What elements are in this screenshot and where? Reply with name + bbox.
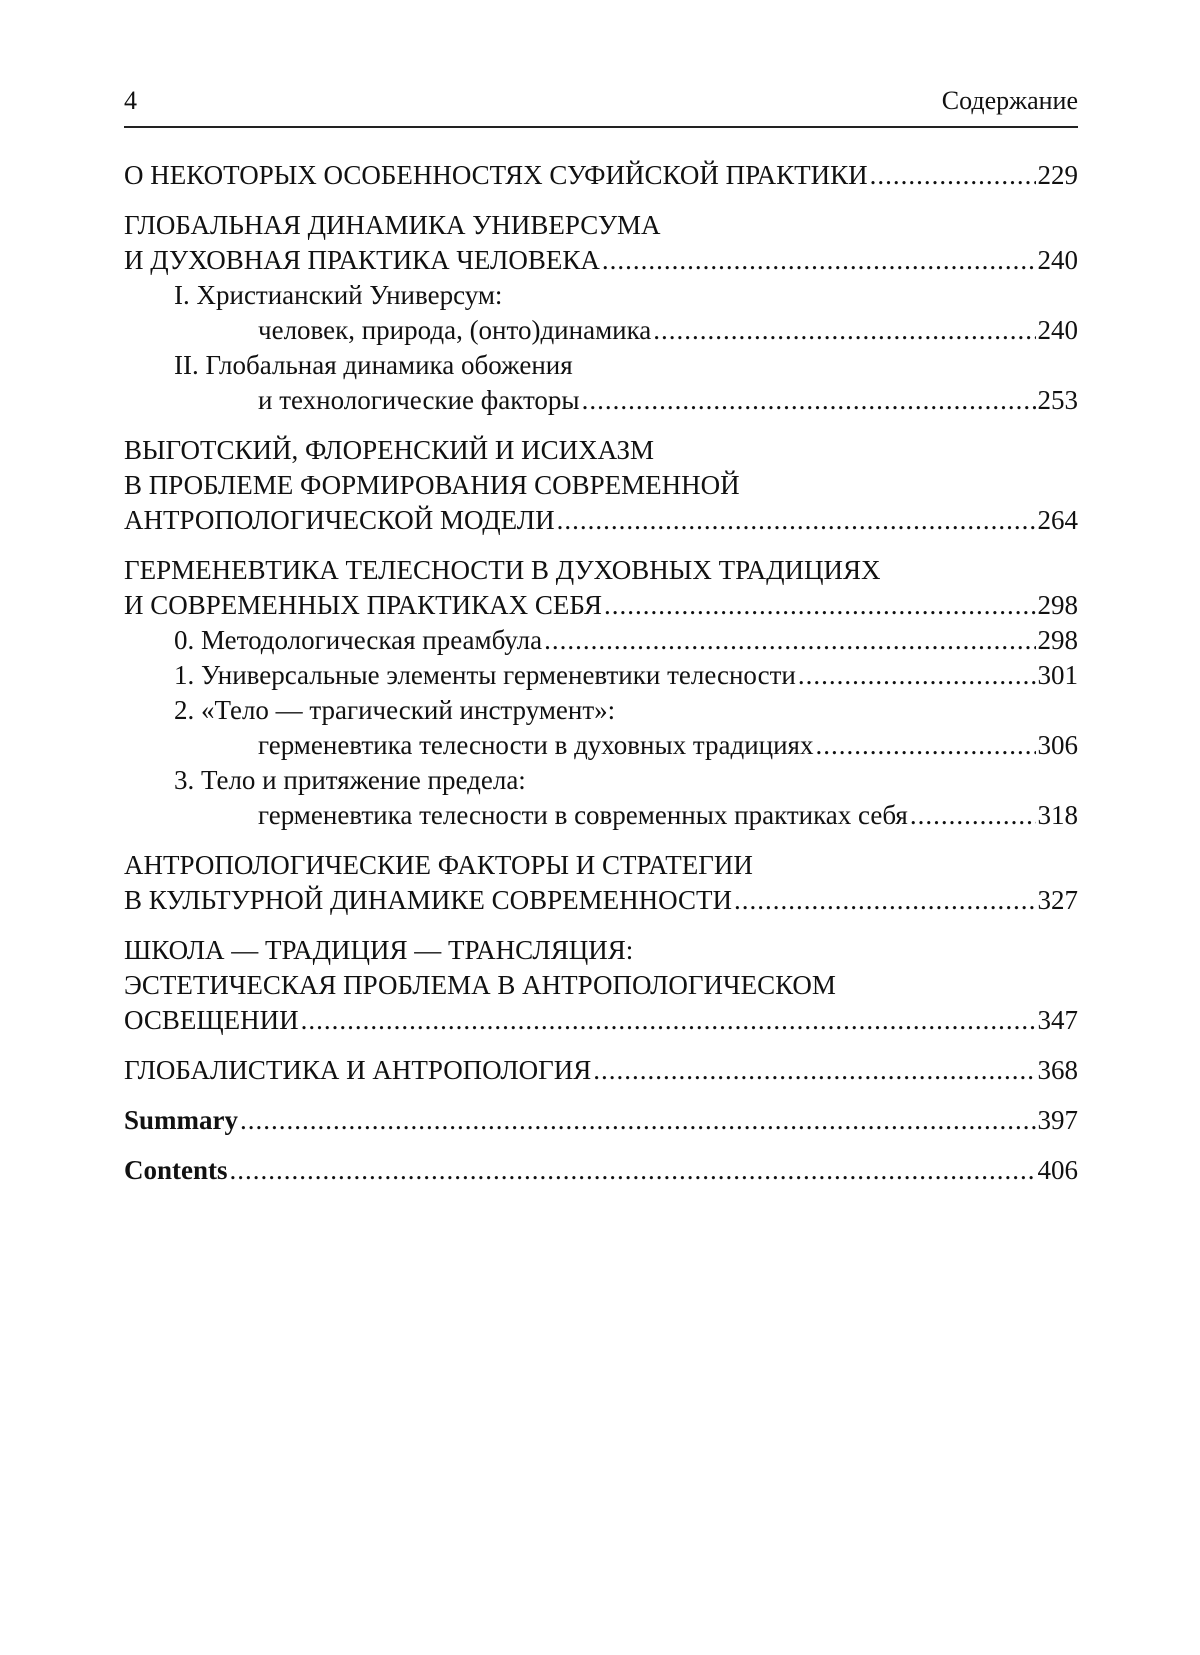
toc-entry-global-dynamics — [124, 208, 1078, 418]
dot-leader — [582, 383, 1036, 418]
toc-entry-contents — [124, 1153, 1078, 1188]
toc-page-number: 406 — [1037, 1155, 1078, 1185]
toc-entry-title: ГЛОБАЛЬНАЯ ДИНАМИКА УНИВЕРСУМА — [124, 210, 661, 240]
toc-entry-line — [124, 243, 1078, 278]
toc-subentry-title: 1. Универсальные элементы герменевтики телесности — [174, 660, 796, 690]
toc-page-number: 264 — [1037, 505, 1078, 535]
toc-entry-school-tradition — [124, 933, 1078, 1038]
running-title: Содержание — [941, 86, 1078, 115]
toc-entry-line — [124, 1103, 1078, 1138]
toc-entry-anthropological-factors — [124, 848, 1078, 918]
toc-page-number: 253 — [1037, 385, 1078, 415]
toc-entry-title: Summary — [124, 1105, 238, 1135]
toc-page-number: 298 — [1037, 590, 1078, 620]
dot-leader — [301, 1003, 1036, 1038]
table-of-contents — [124, 158, 1078, 1203]
dot-leader — [544, 623, 1035, 658]
toc-entry-title: АНТРОПОЛОГИЧЕСКИЕ ФАКТОРЫ И СТРАТЕГИИ — [124, 850, 753, 880]
toc-subentry-title: человек, природа, (онто)динамика — [258, 315, 652, 345]
dot-leader — [230, 1153, 1036, 1188]
toc-page-number: 347 — [1037, 1005, 1078, 1035]
toc-entry-title: И ДУХОВНАЯ ПРАКТИКА ЧЕЛОВЕКА — [124, 245, 600, 275]
dot-leader — [798, 658, 1036, 693]
dot-leader — [870, 158, 1036, 193]
toc-entry-title: В КУЛЬТУРНОЙ ДИНАМИКЕ СОВРЕМЕННОСТИ — [124, 885, 732, 915]
toc-page-number: 397 — [1037, 1105, 1078, 1135]
toc-subentry-title: II. Глобальная динамика обожения — [174, 350, 573, 380]
dot-leader — [815, 728, 1035, 763]
dot-leader — [602, 243, 1036, 278]
toc-page-number: 298 — [1037, 625, 1078, 655]
toc-entry-hermeneutics — [124, 553, 1078, 833]
toc-page-number: 240 — [1037, 315, 1078, 345]
toc-entry-line — [124, 588, 1078, 623]
toc-entry-title: В ПРОБЛЕМЕ ФОРМИРОВАНИЯ СОВРЕМЕННОЙ — [124, 470, 740, 500]
dot-leader — [653, 313, 1035, 348]
toc-entry-line — [124, 1003, 1078, 1038]
toc-subentry-line — [124, 658, 1078, 693]
dot-leader — [604, 588, 1036, 623]
toc-page-number: 229 — [1037, 160, 1078, 190]
toc-entry-vygotsky — [124, 433, 1078, 538]
toc-entry-line — [124, 883, 1078, 918]
toc-subentry-line — [124, 798, 1078, 833]
toc-subentry-title: герменевтика телесности в духовных традициях — [258, 730, 814, 760]
toc-page-number: 301 — [1037, 660, 1078, 690]
dot-leader — [593, 1053, 1035, 1088]
toc-subentry-line — [124, 623, 1078, 658]
toc-subentry-line — [124, 728, 1078, 763]
toc-subentry-title: I. Христианский Универсум: — [174, 280, 503, 310]
toc-entry-title: АНТРОПОЛОГИЧЕСКОЙ МОДЕЛИ — [124, 505, 555, 535]
dot-leader — [734, 883, 1036, 918]
toc-entry-title: ОСВЕЩЕНИИ — [124, 1005, 299, 1035]
toc-subentry-line — [124, 383, 1078, 418]
dot-leader — [910, 798, 1036, 833]
toc-entry-line — [124, 1053, 1078, 1088]
toc-page-number: 318 — [1037, 800, 1078, 830]
toc-subentry-title: герменевтика телесности в современных практиках себя — [258, 800, 908, 830]
toc-page-number: 240 — [1037, 245, 1078, 275]
toc-page-number: 327 — [1037, 885, 1078, 915]
toc-subentry-line — [124, 313, 1078, 348]
dot-leader — [557, 503, 1036, 538]
toc-subentry-title: 0. Методологическая преамбула — [174, 625, 543, 655]
toc-page-number: 368 — [1037, 1055, 1078, 1085]
toc-entry-title: ВЫГОТСКИЙ, ФЛОРЕНСКИЙ И ИСИХАЗМ — [124, 435, 654, 465]
dot-leader — [240, 1103, 1036, 1138]
toc-entry-title: ГЛОБАЛИСТИКА И АНТРОПОЛОГИЯ — [124, 1055, 592, 1085]
running-header — [124, 84, 1078, 128]
toc-page-number: 306 — [1037, 730, 1078, 760]
toc-entry-title: ГЕРМЕНЕВТИКА ТЕЛЕСНОСТИ В ДУХОВНЫХ ТРАДИЦИЯХ — [124, 555, 881, 585]
toc-entry-line — [124, 503, 1078, 538]
toc-subentry-title: и технологические факторы — [258, 385, 580, 415]
toc-subentry-title: 3. Тело и притяжение предела: — [174, 765, 526, 795]
page-number: 4 — [124, 86, 137, 115]
toc-entry-title: ЭСТЕТИЧЕСКАЯ ПРОБЛЕМА В АНТРОПОЛОГИЧЕСКОМ — [124, 970, 836, 1000]
toc-entry-sufism — [124, 158, 1078, 193]
toc-entry-globalistics — [124, 1053, 1078, 1088]
toc-entry-line — [124, 1153, 1078, 1188]
toc-entry-title: Contents — [124, 1155, 228, 1185]
toc-entry-summary — [124, 1103, 1078, 1138]
toc-entry-title: И СОВРЕМЕННЫХ ПРАКТИКАХ СЕБЯ — [124, 590, 602, 620]
toc-entry-title: О НЕКОТОРЫХ ОСОБЕННОСТЯХ СУФИЙСКОЙ ПРАКТИКИ — [124, 160, 868, 190]
toc-entry-title: ШКОЛА — ТРАДИЦИЯ — ТРАНСЛЯЦИЯ: — [124, 935, 634, 965]
toc-entry-line — [124, 158, 1078, 193]
toc-subentry-title: 2. «Тело — трагический инструмент»: — [174, 695, 616, 725]
